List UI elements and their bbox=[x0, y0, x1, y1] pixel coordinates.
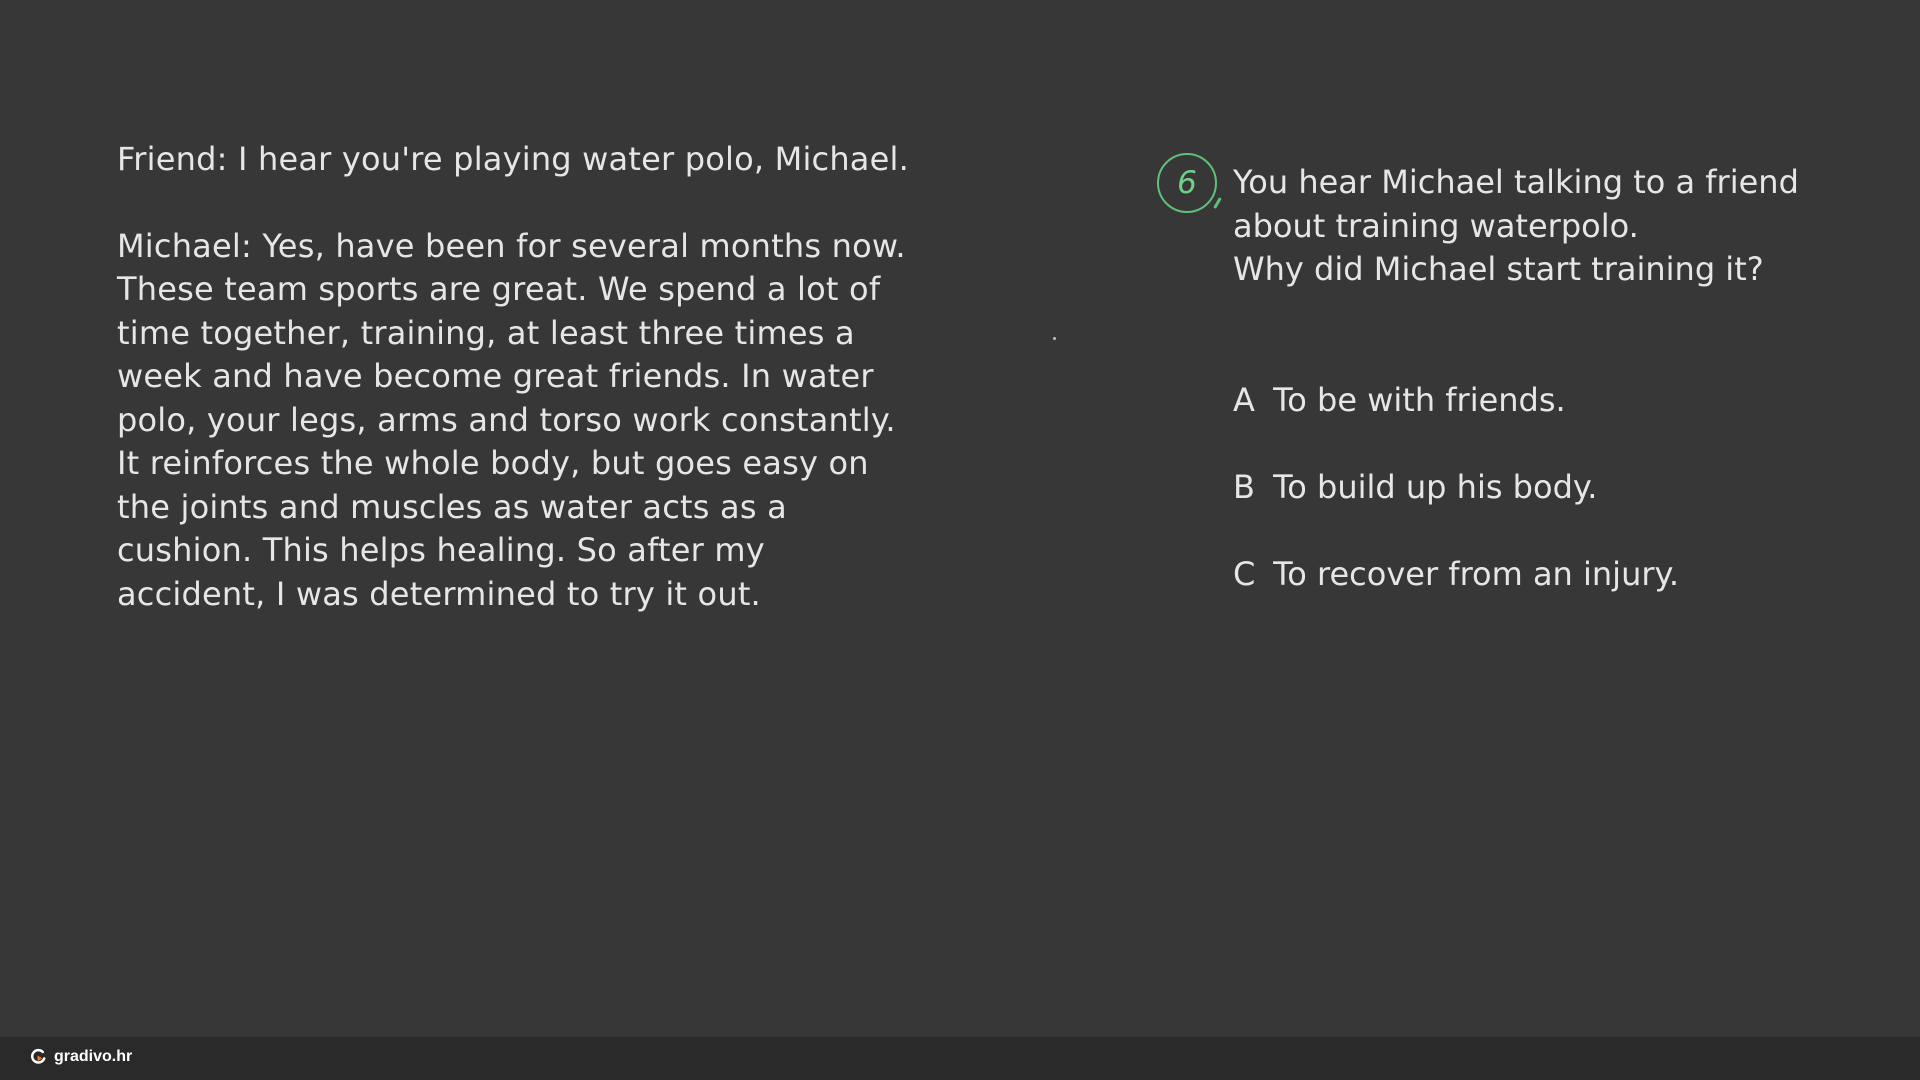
option-letter: A bbox=[1233, 381, 1255, 419]
option-letter: C bbox=[1233, 555, 1256, 593]
friend-line: Friend: I hear you're playing water polo, Michael. bbox=[117, 140, 909, 178]
question-number: 6 bbox=[1177, 165, 1197, 201]
option-letter: B bbox=[1233, 468, 1255, 506]
question-prompt-line: You hear Michael talking to a friend about training waterpolo. bbox=[1233, 163, 1799, 245]
option-a bbox=[1233, 379, 1833, 466]
badge-tick-mark bbox=[1213, 197, 1222, 209]
dialogue-transcript bbox=[117, 138, 917, 616]
question-text bbox=[1233, 161, 1853, 292]
stray-dot bbox=[1053, 337, 1056, 340]
option-b bbox=[1233, 466, 1833, 553]
option-text: To be with friends. bbox=[1273, 381, 1566, 419]
brand-name: gradivo.hr bbox=[54, 1047, 133, 1065]
answer-options bbox=[1233, 379, 1833, 640]
michael-line: Michael: Yes, have been for several months now. These team sports are great. We spend a lot of time together, training, at least three times a week and have become great friends. In water polo, your legs, arms and torso work constantly. It reinforces the whole body, but goes easy on the joints and muscles as water acts as a cushion. This helps healing. So after my accident, I was determined to try it out. bbox=[117, 226, 906, 613]
gradivo-logo-icon bbox=[29, 1047, 48, 1066]
option-text: To recover from an injury. bbox=[1273, 555, 1680, 593]
option-text: To build up his body. bbox=[1273, 468, 1598, 506]
footer-bar bbox=[0, 1037, 1920, 1080]
option-c bbox=[1233, 553, 1833, 640]
question-number-badge bbox=[1157, 153, 1217, 213]
question-prompt-question: Why did Michael start training it? bbox=[1233, 250, 1764, 288]
brand-link[interactable] bbox=[29, 1047, 132, 1066]
